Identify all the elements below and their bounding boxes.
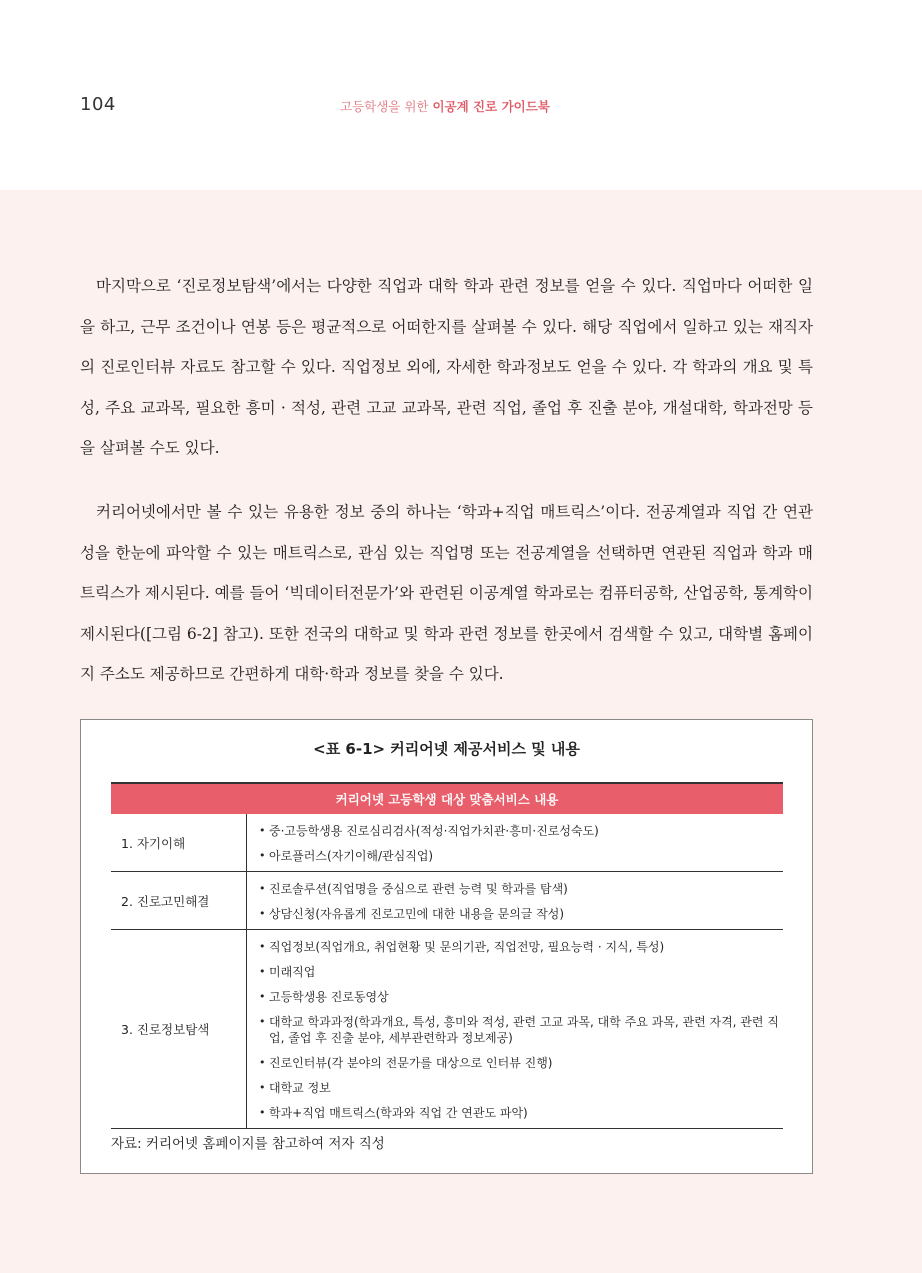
list-item: • 고등학생용 진로동영상 <box>259 989 783 1005</box>
row-category: 3. 진로정보탐색 <box>111 930 247 1129</box>
table-title: <표 6-1> 커리어넷 제공서비스 및 내용 <box>313 740 580 758</box>
list-item: • 직업정보(직업개요, 취업현황 및 문의기관, 직업전망, 필요능력 · 지식, 특성) <box>259 939 783 955</box>
list-item: • 진로인터뷰(각 분야의 전문가를 대상으로 인터뷰 진행) <box>259 1055 783 1071</box>
list-item: • 대학교 정보 <box>259 1080 783 1096</box>
list-item: • 미래직업 <box>259 964 783 980</box>
list-item: • 아로플러스(자기이해/관심직업) <box>259 848 783 864</box>
running-title-bold: 이공계 진로 가이드북 <box>432 99 550 114</box>
row-items <box>247 930 784 1129</box>
page-content <box>0 190 922 1273</box>
row-category: 2. 진로고민해결 <box>111 872 247 930</box>
row-items <box>247 872 784 930</box>
row-items <box>247 814 784 872</box>
table-box <box>80 719 813 1174</box>
row-category: 1. 자기이해 <box>111 814 247 872</box>
running-title-prefix: 고등학생을 위한 <box>340 99 433 114</box>
table-header: 커리어넷 고등학생 대상 맞춤서비스 내용 <box>111 783 783 814</box>
list-item: • 학과+직업 매트릭스(학과와 직업 간 연관도 파악) <box>259 1105 783 1121</box>
table-row <box>111 814 783 872</box>
list-item: • 중·고등학생용 진로심리검사(적성·직업가치관·흥미·진로성숙도) <box>259 823 783 839</box>
list-item: • 상담신청(자유롭게 진로고민에 대한 내용을 문의글 작성) <box>259 906 783 922</box>
page-number: 104 <box>80 94 116 115</box>
page-header <box>0 0 922 190</box>
body-paragraph-1: 마지막으로 ‘진로정보탐색’에서는 다양한 직업과 대학 학과 관련 정보를 얻을 수 있다. 직업마다 어떠한 일을 하고, 근무 조건이나 연봉 등은 평균적으로 어떠한지를 살펴볼 수 있다. 해당 직업에서 일하고 있는 재직자의 진로인터뷰 자료도 참고할 수 있다. 직업정보 외에, 자세한 학과정보도 얻을 수 있다. 각 학과의 개요 및 특성, 주요 교과목, 필요한 흥미 · 적성, 관련 고교 교과목, 관련 직업, 졸업 후 진출 분야, 개설대학, 학과전망 등을 살펴볼 수도 있다. <box>80 277 813 457</box>
body-paragraph-2: 커리어넷에서만 볼 수 있는 유용한 정보 중의 하나는 ‘학과+직업 매트릭스’이다. 전공계열과 직업 간 연관성을 한눈에 파악할 수 있는 매트릭스로, 관심 있는 직업명 또는 전공계열을 선택하면 연관된 직업과 학과 매트릭스가 제시된다. 예를 들어 ‘빅데이터전문가’와 관련된 이공계열 학과로는 컴퓨터공학, 산업공학, 통계학이 제시된다([그림 6-2] 참고). 또한 전국의 대학교 및 학과 관련 정보를 한곳에서 검색할 수 있고, 대학별 홈페이지 주소도 제공하므로 간편하게 대학·학과 정보를 찾을 수 있다. <box>80 503 813 683</box>
running-title <box>340 97 550 115</box>
services-table <box>111 782 783 1129</box>
table-row <box>111 930 783 1129</box>
table-row <box>111 872 783 930</box>
table-source: 자료: 커리어넷 홈페이지를 참고하여 저자 직성 <box>111 1136 385 1152</box>
list-item: • 진로솔루션(직업명을 중심으로 관련 능력 및 학과를 탐색) <box>259 881 783 897</box>
list-item: • 대학교 학과과정(학과개요, 특성, 흥미와 적성, 관련 고교 과목, 대학 주요 과목, 관련 자격, 관련 직업, 졸업 후 진출 분야, 세부관련학과 정보제공) <box>259 1014 783 1046</box>
